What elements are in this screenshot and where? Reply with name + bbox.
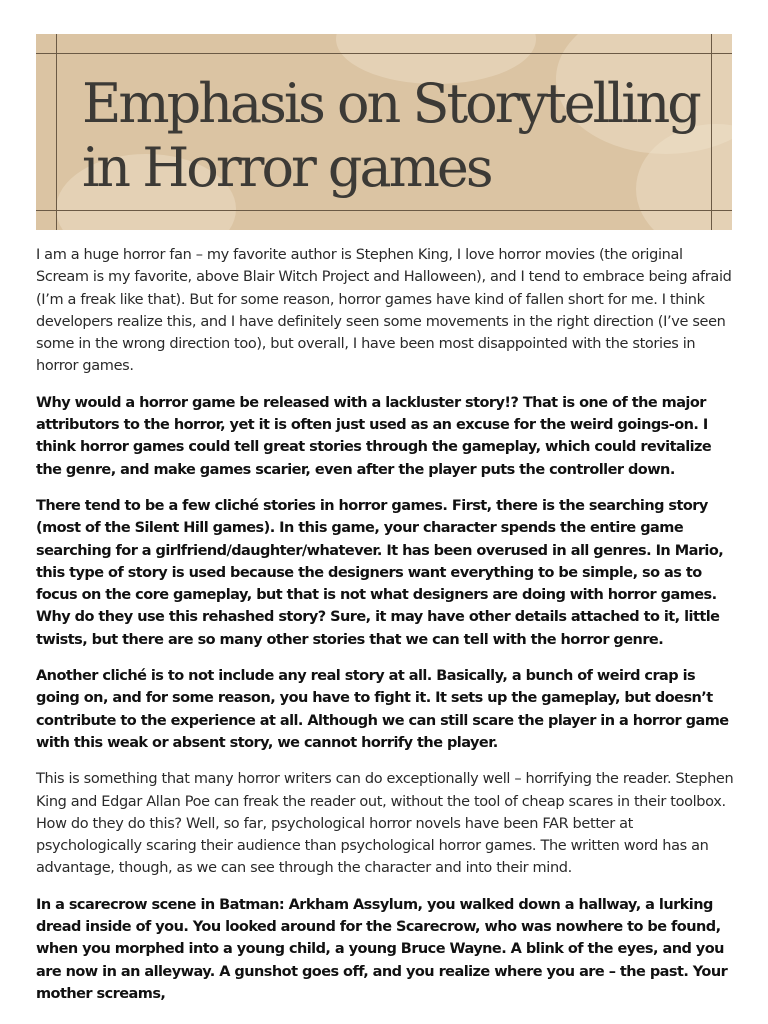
article-paragraph: I am a huge horror fan – my favorite author is Stephen King, I love horror movies (the original Scream is my favorite, above Blair Witch Project and Halloween), and I tend to embrace being afraid (I’m a freak like that). But for some reason, horror games have kind of fallen short for me. I think developers realize this, and I have definitely seen some movements in the right direction (I’ve seen some in the wrong direction too), but overall, I have been most disappointed with the stories in horror games.: [36, 247, 732, 375]
page-title-line-2: in Horror games: [82, 136, 491, 199]
banner-frame-bottom: [36, 210, 732, 211]
article-paragraph: This is something that many horror writers can do exceptionally well – horrifying the reader. Stephen King and Edgar Allan Poe can freak the reader out, without the tool of cheap scares in their toolbox. How do they do this? Well, so far, psychological horror novels have been FAR better at psychologically scaring their audience than psychological horror games. The written word has an advantage, though, as we can see through the character and into their mind.: [36, 771, 734, 877]
header-banner: [36, 34, 732, 230]
article-paragraph: Why would a horror game be released with a lackluster story!? That is one of the major attributors to the horror, yet it is often just used as an excuse for the weird goings-on. I think horror games could tell great stories through the gameplay, which could revitalize the genre, and make games scarier, even after the player puts the controller down.: [36, 394, 712, 478]
article-paragraph: In a scarecrow scene in Batman: Arkham Assylum, you walked down a hallway, a lurking dread inside of you. You looked around for the Scarecrow, who was nowhere to be found, when you morphed into a young child, a young Bruce Wayne. A blink of the eyes, and you are now in an alleyway. A gunshot goes off, and you realize where you are – the past. Your mother screams,: [36, 896, 728, 1002]
article-paragraph: There tend to be a few cliché stories in horror games. First, there is the searching story (most of the Silent Hill games). In this game, your character spends the entire game searching for a girlfriend/daughter/whatever. It has been overused in all genres. In Mario, this type of story is used because the designers want everything to be simple, so as to focus on the core gameplay, but that is not what designers are doing with horror games. Why do they use this rehashed story? Sure, it may have other details attached to it, little twists, but there are so many other stories that we can tell with the horror genre.: [36, 497, 724, 648]
banner-frame-top: [36, 53, 732, 54]
page-title: [82, 72, 699, 200]
page-title-line-1: Emphasis on Storytelling: [82, 72, 699, 135]
article-paragraph: Another cliché is to not include any real story at all. Basically, a bunch of weird crap is going on, and for some reason, you have to fight it. It sets up the gameplay, but doesn’t contribute to the experience at all. Although we can still scare the player in a horror game with this weak or absent story, we cannot horrify the player.: [36, 668, 729, 751]
banner-frame-right: [711, 34, 712, 230]
article-body: [36, 244, 736, 1019]
banner-frame-left: [56, 34, 57, 230]
